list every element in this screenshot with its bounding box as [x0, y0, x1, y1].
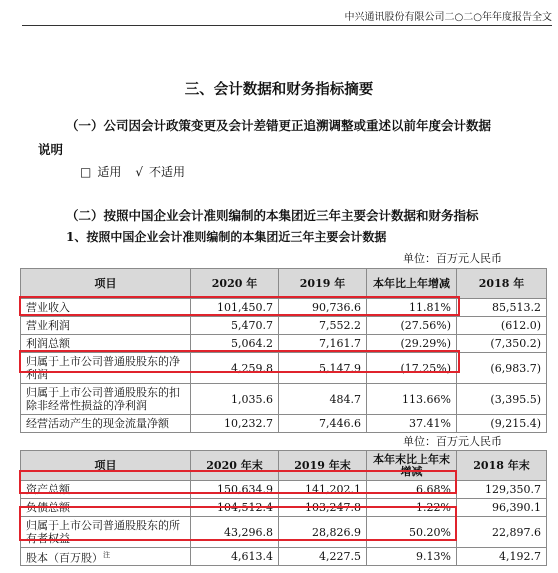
col-header-2020-end: 2020 年末: [191, 451, 279, 481]
cell-value: 10,232.7: [191, 415, 279, 433]
cell-value: 90,736.6: [279, 299, 367, 317]
col-header-change: 本年比上年增减: [367, 269, 457, 299]
col-header-2020: 2020 年: [191, 269, 279, 299]
row-label: 负债总额: [21, 499, 191, 517]
cell-value: 28,826.9: [279, 517, 367, 548]
cell-value: 104,512.4: [191, 499, 279, 517]
checkbox-icon: □: [80, 165, 92, 179]
cell-value: 11.81%: [367, 299, 457, 317]
unit-label: 单位：百万元人民币: [403, 252, 502, 265]
cell-value: 141,202.1: [279, 481, 367, 499]
cell-value: 484.7: [279, 384, 367, 415]
cell-value: 129,350.7: [457, 481, 547, 499]
cell-value: 43,296.8: [191, 517, 279, 548]
cell-value: 22,897.6: [457, 517, 547, 548]
cell-value: 7,552.2: [279, 317, 367, 335]
cell-value: 1,035.6: [191, 384, 279, 415]
cell-value: 7,161.7: [279, 335, 367, 353]
document-header: 中兴通讯股份有限公司二○二○年年度报告全文: [344, 12, 552, 23]
cell-value: 103,247.8: [279, 499, 367, 517]
cell-value: 5,147.9: [279, 353, 367, 384]
cell-value: (17.25%): [367, 353, 457, 384]
row-label: 利润总额: [21, 335, 191, 353]
cell-value: 4,259.8: [191, 353, 279, 384]
subsection-1-title-cont: 说明: [38, 142, 64, 157]
col-header-change: 本年末比上年末增减: [367, 451, 457, 481]
col-header-2018: 2018 年: [457, 269, 547, 299]
cell-value: 113.66%: [367, 384, 457, 415]
table-row: [21, 384, 547, 415]
table-row: [21, 499, 547, 517]
subsection-1-title: （一）公司因会计政策变更及会计差错更正追溯调整或重述以前年度会计数据: [66, 118, 492, 133]
income-data-table: [20, 268, 547, 433]
row-label: 资产总额: [21, 481, 191, 499]
cell-value: 5,064.2: [191, 335, 279, 353]
cell-value: 4,227.5: [279, 548, 367, 566]
header-divider: [22, 25, 552, 26]
cell-value: (7,350.2): [457, 335, 547, 353]
cell-value: 37.41%: [367, 415, 457, 433]
applicable-label: 适用: [97, 165, 122, 179]
row-label: [21, 548, 191, 566]
cell-value: 9.13%: [367, 548, 457, 566]
balance-data-table: [20, 450, 547, 566]
footnote-marker: 注: [103, 550, 110, 559]
checkmark-icon: √: [135, 165, 144, 179]
row-label: 归属于上市公司普通股股东的净利润: [21, 353, 191, 384]
cell-value: (27.56%): [367, 317, 457, 335]
table-row: [21, 353, 547, 384]
cell-value: 101,450.7: [191, 299, 279, 317]
unit-label: 单位：百万元人民币: [403, 435, 502, 448]
row-label: 归属于上市公司普通股股东的所有者权益: [21, 517, 191, 548]
cell-value: (9,215.4): [457, 415, 547, 433]
cell-value: 85,513.2: [457, 299, 547, 317]
cell-value: 4,192.7: [457, 548, 547, 566]
cell-value: 50.20%: [367, 517, 457, 548]
not-applicable-label: 不适用: [149, 165, 186, 179]
table-row: [21, 517, 547, 548]
cell-value: (3,395.5): [457, 384, 547, 415]
cell-value: (29.29%): [367, 335, 457, 353]
row-label: 营业利润: [21, 317, 191, 335]
cell-value: (6,983.7): [457, 353, 547, 384]
cell-value: 6.68%: [367, 481, 457, 499]
section-title: 三、会计数据和财务指标摘要: [184, 81, 374, 98]
subsection-3-title: 1、按照中国企业会计准则编制的本集团近三年主要会计数据: [66, 230, 387, 244]
table-row: [21, 415, 547, 433]
cell-value: 4,613.4: [191, 548, 279, 566]
col-header-2019: 2019 年: [279, 269, 367, 299]
table-row: [21, 548, 547, 566]
col-header-item: 项目: [21, 269, 191, 299]
cell-value: 96,390.1: [457, 499, 547, 517]
table-row: [21, 299, 547, 317]
applicability-options: [80, 163, 191, 180]
row-label-text: 股本（百万股）: [26, 551, 103, 565]
row-label: 归属于上市公司普通股股东的扣除非经常性损益的净利润: [21, 384, 191, 415]
subsection-2-title: （二）按照中国企业会计准则编制的本集团近三年主要会计数据和财务指标: [66, 208, 479, 223]
col-header-2018-end: 2018 年末: [457, 451, 547, 481]
cell-value: (612.0): [457, 317, 547, 335]
col-header-item: 项目: [21, 451, 191, 481]
cell-value: 1.22%: [367, 499, 457, 517]
cell-value: 5,470.7: [191, 317, 279, 335]
row-label: 营业收入: [21, 299, 191, 317]
col-header-2019-end: 2019 年末: [279, 451, 367, 481]
table-row: [21, 317, 547, 335]
table-row: [21, 481, 547, 499]
cell-value: 7,446.6: [279, 415, 367, 433]
table-row: [21, 335, 547, 353]
cell-value: 150,634.9: [191, 481, 279, 499]
row-label: 经营活动产生的现金流量净额: [21, 415, 191, 433]
